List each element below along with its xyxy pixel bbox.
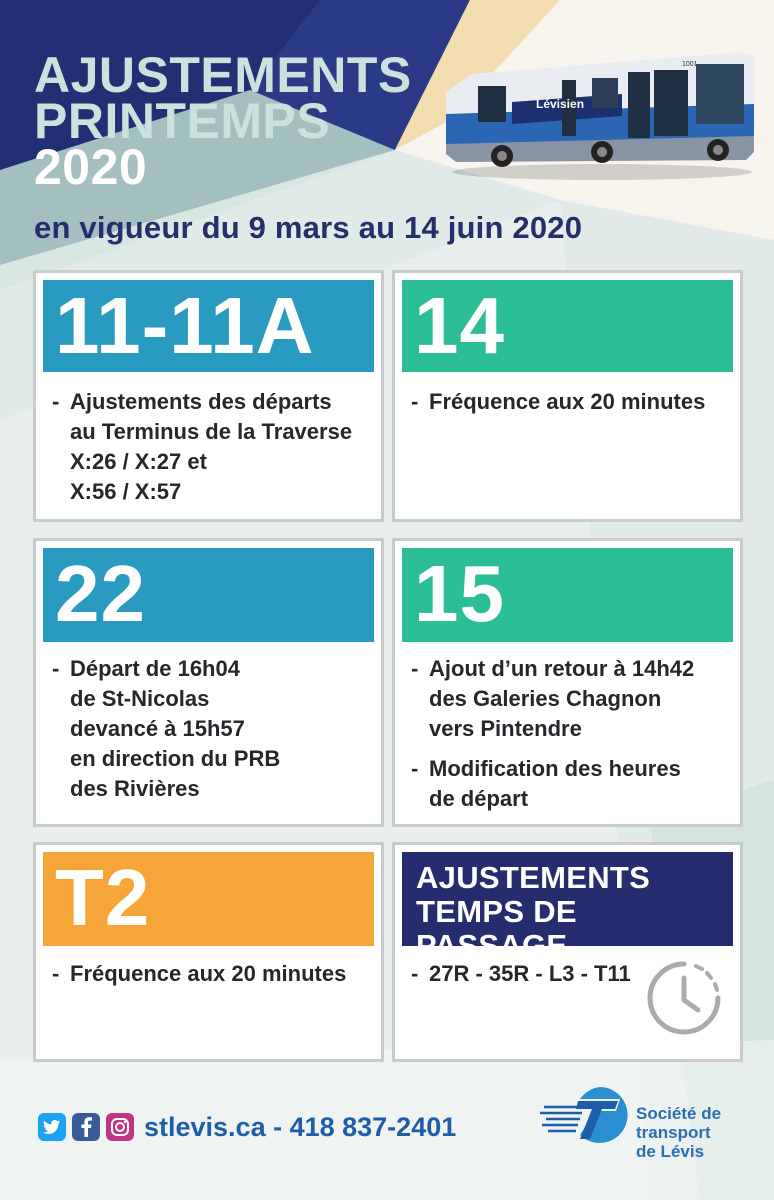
list-item (52, 959, 371, 989)
change-text: Départ de 16h04 de St-Nicolas devancé à 15h57 en direction du PRB des Rivières (70, 656, 281, 801)
route-header-22 (43, 548, 374, 642)
bullet-dash: - (411, 656, 419, 681)
route-changes-list (52, 654, 371, 814)
contact-info[interactable]: stlevis.ca - 418 837-2401 (144, 1112, 457, 1142)
route-number: 15 (414, 549, 505, 638)
bullet-dash: - (411, 389, 419, 414)
bullet-dash: - (411, 961, 419, 986)
route-header-t2 (43, 852, 374, 946)
clock-icon (644, 958, 724, 1038)
list-item (411, 754, 730, 814)
title-line-1: AJUSTEMENTS (34, 47, 412, 103)
route-card-22 (33, 538, 384, 827)
route-card-11-11a (33, 270, 384, 522)
route-header-14 (402, 280, 733, 372)
route-heading: AJUSTEMENTS TEMPS DE PASSAGE (416, 860, 651, 963)
instagram-icon[interactable] (106, 1113, 134, 1141)
bullet-dash: - (52, 656, 60, 681)
change-text: 27R - 35R - L3 - T11 (429, 961, 631, 986)
route-number: 22 (55, 549, 146, 638)
facebook-icon[interactable] (72, 1113, 100, 1141)
bullet-dash: - (52, 961, 60, 986)
route-changes-list (411, 387, 730, 427)
change-text: Fréquence aux 20 minutes (70, 961, 347, 986)
list-item (411, 387, 730, 417)
route-changes-list (52, 959, 371, 999)
organization-name: Société de transport de Lévis (636, 1104, 722, 1161)
change-text: Modification des heures de départ (429, 756, 681, 811)
route-card-t2 (33, 842, 384, 1062)
route-changes-list (52, 387, 371, 517)
change-text: Ajout d’un retour à 14h42 des Galeries Chagnon vers Pintendre (429, 656, 695, 741)
list-item (52, 654, 371, 804)
bus-brand-label: Lévisien (536, 97, 585, 111)
change-text: Ajustements des départs au Terminus de la Traverse X:26 / X:27 et X:56 / X:57 (70, 389, 353, 504)
route-card-15 (392, 538, 743, 827)
stl-logo-icon (540, 1085, 640, 1145)
title-line-2: PRINTEMPS (34, 93, 331, 149)
route-header-schedule-adjustments (402, 852, 733, 963)
bus-fleet-number: 1001 (682, 61, 698, 68)
route-card-14 (392, 270, 743, 522)
route-changes-list (411, 654, 730, 824)
validity-period: en vigueur du 9 mars au 14 juin 2020 (34, 210, 583, 245)
route-number: 11-11A (55, 281, 315, 370)
title-line-3: 2020 (34, 139, 148, 195)
bullet-dash: - (411, 756, 419, 781)
poster-title (34, 47, 412, 195)
bus-illustration (442, 44, 758, 184)
social-links (38, 1113, 140, 1141)
route-number: 14 (414, 281, 505, 370)
route-number: T2 (55, 853, 151, 942)
twitter-icon[interactable] (38, 1113, 66, 1141)
change-text: Fréquence aux 20 minutes (429, 389, 706, 414)
route-header-15 (402, 548, 733, 642)
route-header-11-11a (43, 280, 374, 372)
list-item (411, 654, 730, 744)
bullet-dash: - (52, 389, 60, 414)
list-item (52, 387, 371, 507)
